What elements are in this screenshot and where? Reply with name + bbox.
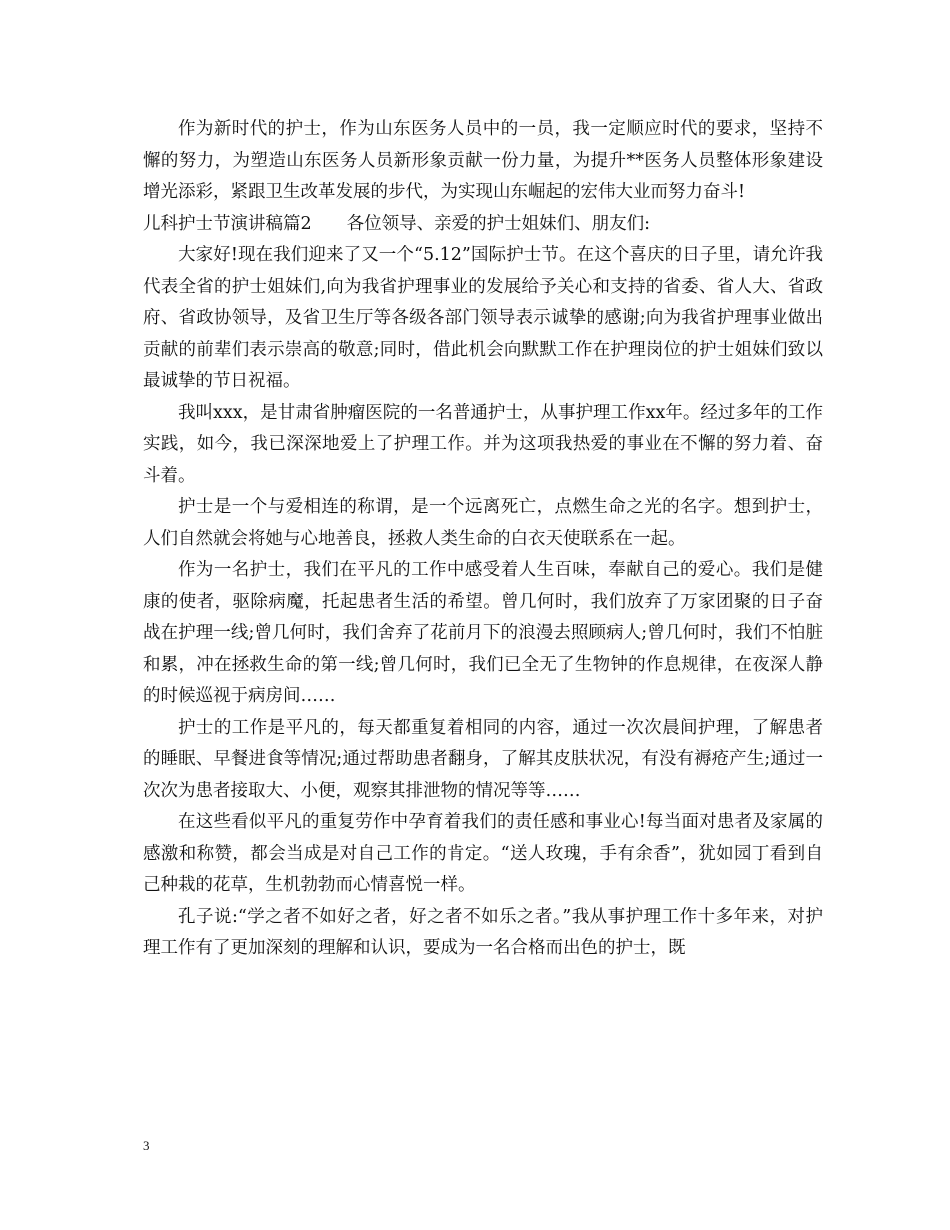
document-body <box>143 114 823 965</box>
paragraph-nurse-dedication: 作为一名护士，我们在平凡的工作中感受着人生百味，奉献自己的爱心。我们是健康的使者，驱除病魔，托起患者生活的希望。曾几何时，我们放弃了万家团聚的日子奋战在护理一线;曾几何时，我们舍弃了花前月下的浪漫去照顾病人;曾几何时，我们不怕脏和累，冲在拯救生命的第一线;曾几何时，我们已全无了生物钟的作息规律，在夜深人静的时候巡视于病房间…… <box>143 560 823 706</box>
page-number: 3 <box>143 1138 150 1153</box>
paragraph-closing-pledge: 作为新时代的护士，作为山东医务人员中的一员，我一定顺应时代的要求，坚持不懈的努力，为塑造山东医务人员新形象贡献一份力量，为提升**医务人员整体形象建设增光添彩，紧跟卫生改革发展的步代，为实现山东崛起的宏伟大业而努力奋斗! <box>143 119 823 202</box>
paragraph-self-intro: 我叫xxx，是甘肃省肿瘤医院的一名普通护士，从事护理工作xx年。经过多年的工作实践，如今，我已深深地爱上了护理工作。并为这项我热爱的事业在不懈的努力着、奋斗着。 <box>143 402 823 486</box>
paragraph-confucius-quote: 孔子说:“学之者不如好之者，好之者不如乐之者。”我从事护理工作十多年来，对护理工作有了更加深刻的理解和认识，要成为一名合格而出色的护士，既 <box>143 906 823 958</box>
section-heading: 儿科护士节演讲稿篇2 各位领导、亲爱的护士姐妹们、朋友们: <box>143 213 651 234</box>
paragraph-greeting: 大家好!现在我们迎来了又一个“5.12”国际护士节。在这个喜庆的日子里，请允许我代表全省的护士姐妹们,向为我省护理事业的发展给予关心和支持的省委、省人大、省政府、省政协领导，及省卫生厅等各级各部门领导表示诚挚的感谢;向为我省护理事业做出贡献的前辈们表示崇高的敬意;同时，借此机会向默默工作在护理岗位的护士姐妹们致以最诚挚的节日祝福。 <box>143 245 823 391</box>
paragraph-nurse-definition: 护士是一个与爱相连的称谓，是一个远离死亡，点燃生命之光的名字。想到护士，人们自然就会将她与心地善良，拯救人类生命的白衣天使联系在一起。 <box>143 497 823 549</box>
paragraph-daily-work: 护士的工作是平凡的，每天都重复着相同的内容，通过一次次晨间护理，了解患者的睡眠、早餐进食等情况;通过帮助患者翻身，了解其皮肤状况，有没有褥疮产生;通过一次次为患者接取大、小便，观察其排泄物的情况等等…… <box>143 717 823 801</box>
paragraph-responsibility: 在这些看似平凡的重复劳作中孕育着我们的责任感和事业心!每当面对患者及家属的感激和称赞，都会当成是对自己工作的肯定。“送人玫瑰，手有余香”，犹如园丁看到自己种栽的花草，生机勃勃而心情喜悦一样。 <box>143 812 823 895</box>
